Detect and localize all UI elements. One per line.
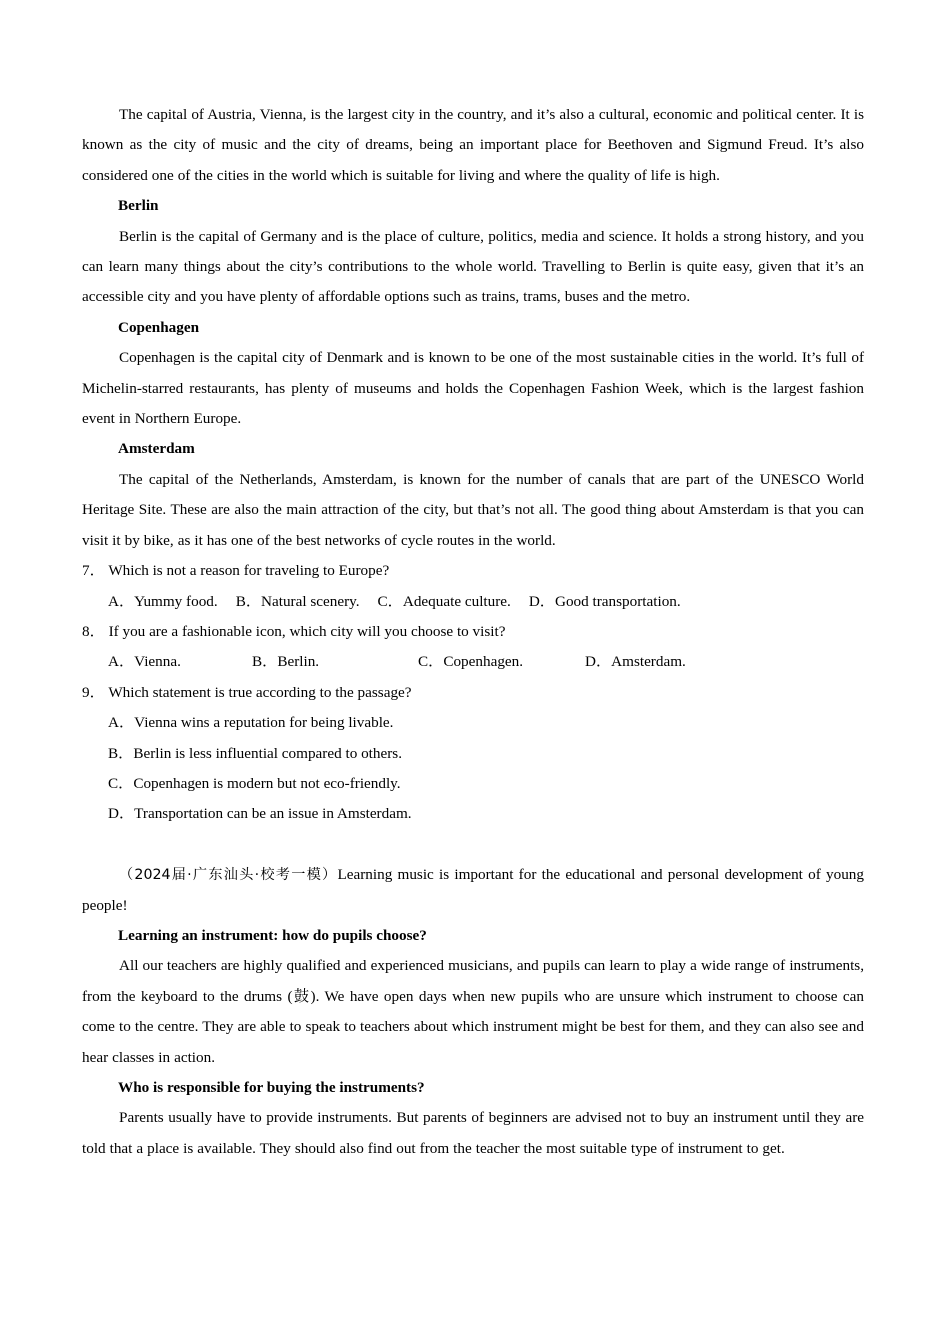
heading-copenhagen: Copenhagen	[118, 318, 200, 336]
question-7-options	[108, 587, 864, 617]
heading-berlin: Berlin	[118, 197, 159, 215]
question-7-stem: Which is not a reason for traveling to Europe?	[108, 562, 390, 580]
heading-amsterdam: Amsterdam	[118, 440, 195, 458]
option-text: Berlin is less influential compared to others.	[133, 744, 403, 762]
option-letter: A．	[108, 653, 135, 671]
passage2-intro-paragraph	[82, 860, 864, 921]
option-text: Copenhagen is modern but not eco-friendly.	[133, 774, 401, 792]
option-letter: D．	[528, 592, 555, 610]
question-7-option-c[interactable]	[378, 587, 511, 617]
paragraph-parents-body: Parents usually have to provide instruments. But parents of beginners are advised not to buy an instrument until they are told that a place is available. They should also find out from the teacher the most suitable type of instrument to get.	[82, 1109, 864, 1157]
document-content	[82, 100, 864, 1164]
option-text: Vienna.	[134, 653, 181, 671]
question-8-number: 8．	[82, 622, 105, 640]
question-8-option-b[interactable]	[252, 647, 319, 677]
option-text: Natural scenery.	[261, 592, 360, 610]
question-9-stem: Which statement is true according to the passage?	[108, 683, 412, 701]
heading-who-is-responsible: Who is responsible for buying the instruments?	[118, 1078, 425, 1096]
option-letter: B．	[252, 653, 278, 671]
question-8-option-c[interactable]	[418, 647, 523, 677]
question-8-option-a[interactable]	[108, 647, 181, 677]
question-9-option-c[interactable]	[108, 769, 864, 799]
option-letter: B．	[108, 744, 134, 762]
option-letter: D．	[585, 653, 612, 671]
option-letter: C．	[418, 653, 444, 671]
paragraph-berlin-body: Berlin is the capital of Germany and is the place of culture, politics, media and science. It holds a strong history, and you can learn many things about the city’s contributions to the whole world. Travelling to Berlin is quite easy, given that it’s an accessible city and you have plenty of affordable options such as trains, trams, buses and the metro.	[82, 227, 864, 306]
section-spacer	[82, 830, 864, 860]
option-text: Transportation can be an issue in Amsterdam.	[134, 805, 412, 823]
question-9	[82, 678, 864, 708]
question-7-number: 7．	[82, 562, 105, 580]
paragraph-amsterdam-body: The capital of the Netherlands, Amsterdam, is known for the number of canals that are part of the UNESCO World Heritage Site. These are also the main attraction of the city, but that’s not all. The good thing about Amsterdam is that you can visit it by bike, as it has one of the best networks of cycle routes in the world.	[82, 470, 864, 549]
question-9-option-a[interactable]	[108, 708, 864, 738]
question-9-option-d[interactable]	[108, 799, 864, 829]
option-text: Berlin.	[277, 653, 320, 671]
question-7-option-d[interactable]	[529, 587, 681, 617]
option-letter: A．	[108, 714, 135, 732]
question-7-option-b[interactable]	[236, 587, 360, 617]
passage2-source-tag: （2024届·广东汕头·校考一模）	[119, 867, 338, 884]
passage2-intro-text: Learning music is important for the educational and personal development of young people!	[82, 866, 864, 914]
question-9-option-b[interactable]	[108, 739, 864, 769]
option-text: Adequate culture.	[402, 592, 511, 610]
heading-learning-an-instrument: Learning an instrument: how do pupils choose?	[118, 926, 427, 944]
option-text: Copenhagen.	[443, 653, 524, 671]
option-text: Amsterdam.	[611, 653, 686, 671]
paragraph-copenhagen-body: Copenhagen is the capital city of Denmark and is known to be one of the most sustainable cities in the world. It’s full of Michelin-starred restaurants, has plenty of museums and holds the Copenhagen Fashion Week, which is the largest fashion event in Northern Europe.	[82, 349, 864, 428]
question-8-options	[108, 647, 864, 677]
option-letter: C．	[377, 592, 403, 610]
option-text: Yummy food.	[134, 592, 218, 610]
option-letter: C．	[108, 774, 134, 792]
paragraph-vienna-body: The capital of Austria, Vienna, is the largest city in the country, and it’s also a cultural, economic and political center. It is known as the city of music and the city of dreams, being an important place for Beethoven and Sigmund Freud. It’s also considered one of the cities in the world which is suitable for living and where the quality of life is high.	[82, 106, 864, 184]
option-text: Vienna wins a reputation for being livable.	[134, 714, 394, 732]
paragraph-teachers-body: All our teachers are highly qualified and experienced musicians, and pupils can learn to play a wide range of instruments, from the keyboard to the drums (鼓). We have open days when new pupils who are unsure which instrument to choose can come to the centre. They are able to speak to teachers about which instrument might be best for them, and they can also see and hear classes in action.	[82, 957, 864, 1066]
question-7-option-a[interactable]	[108, 587, 218, 617]
option-letter: A．	[108, 592, 135, 610]
question-8	[82, 617, 864, 647]
question-8-stem: If you are a fashionable icon, which city will you choose to visit?	[108, 622, 506, 640]
option-letter: B．	[235, 592, 262, 610]
question-8-option-d[interactable]	[585, 647, 686, 677]
option-text: Good transportation.	[554, 592, 681, 610]
question-9-number: 9．	[82, 683, 105, 701]
question-7	[82, 556, 864, 586]
option-letter: D．	[108, 805, 135, 823]
